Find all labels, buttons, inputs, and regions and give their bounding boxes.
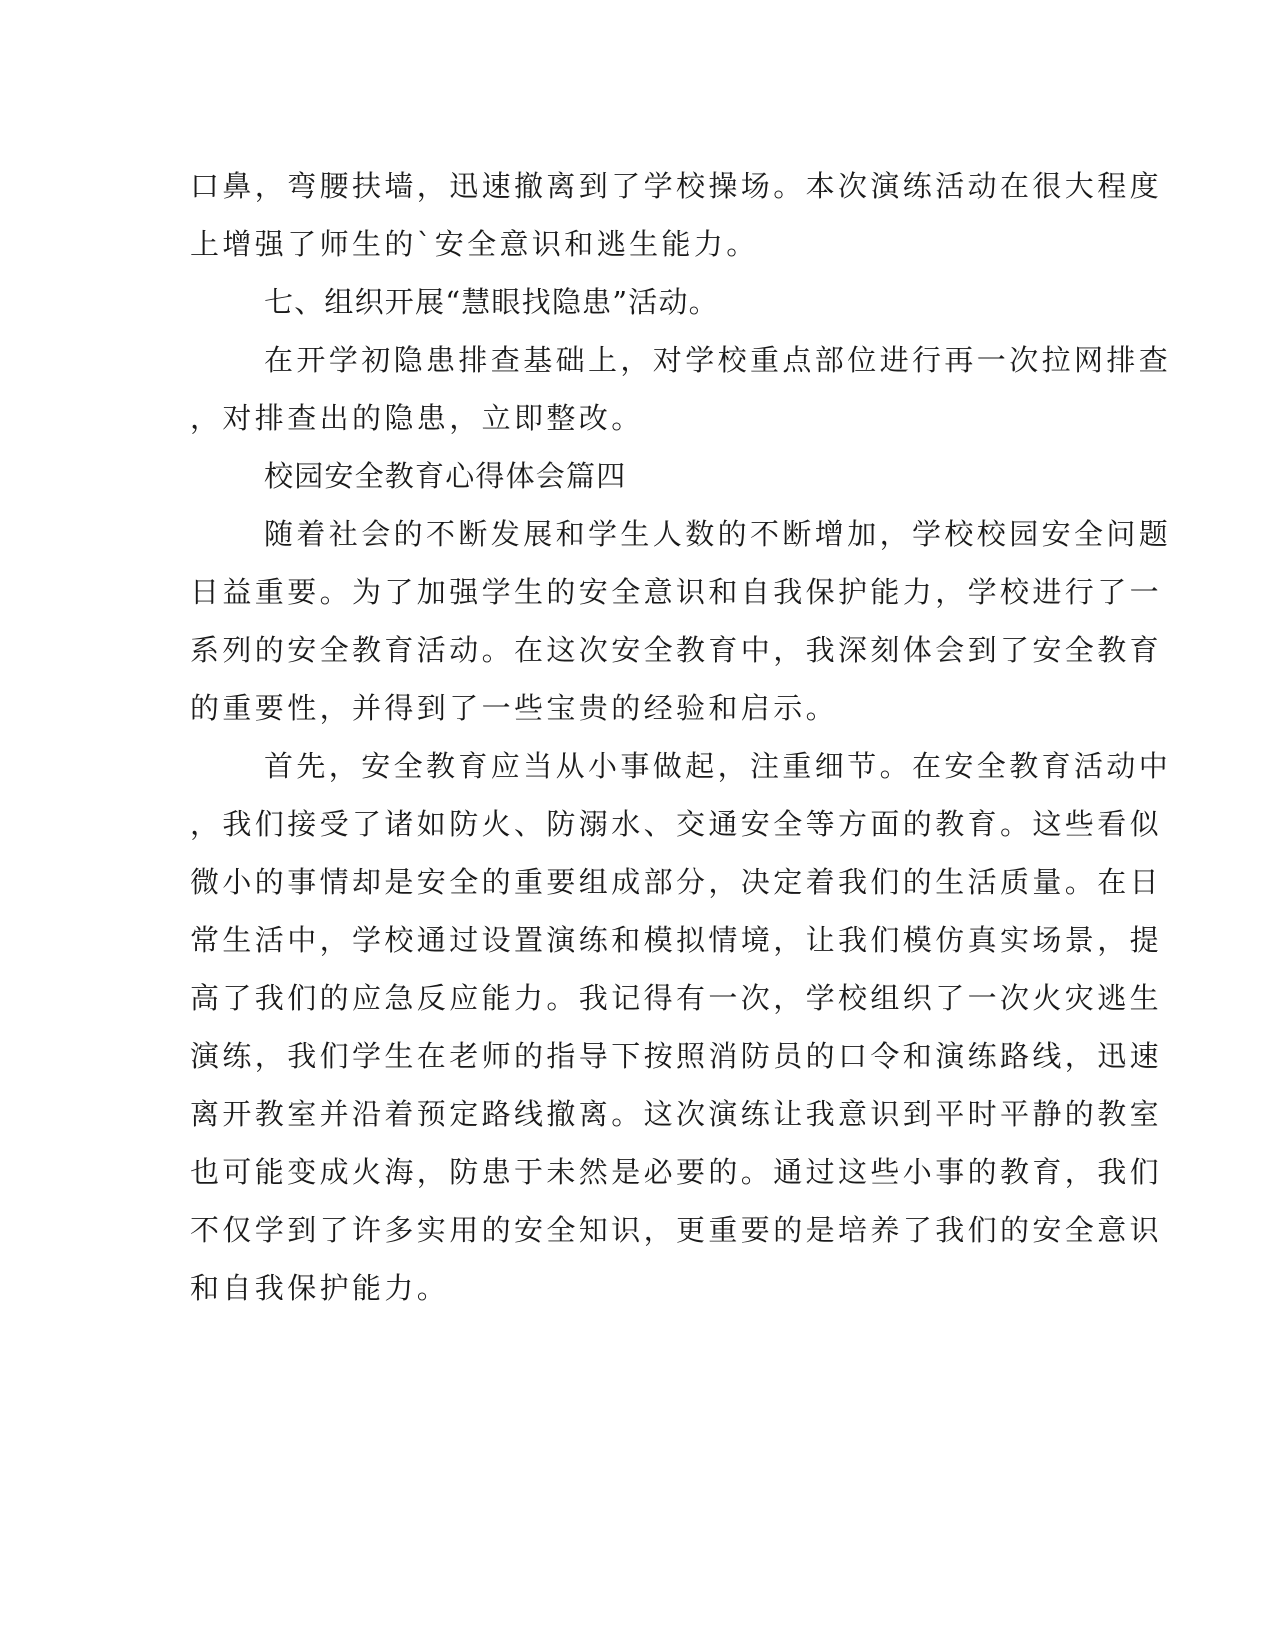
text-line: 常生活中，学校通过设置演练和模拟情境，让我们模仿真实场景，提: [190, 923, 1163, 957]
article-title: 校园安全教育心得体会篇四: [264, 459, 627, 493]
text-line: 不仅学到了许多实用的安全知识，更重要的是培养了我们的安全意识: [190, 1213, 1163, 1247]
text-line: 日益重要。为了加强学生的安全意识和自我保护能力，学校进行了一: [190, 575, 1163, 609]
text-line: 随着社会的不断发展和学生人数的不断增加，学校校园安全问题: [264, 517, 1172, 551]
text-line: 首先，安全教育应当从小事做起，注重细节。在安全教育活动中: [264, 749, 1172, 783]
text-line: 和自我保护能力。: [190, 1271, 450, 1305]
text-line: 演练，我们学生在老师的指导下按照消防员的口令和演练路线，迅速: [190, 1039, 1163, 1073]
text-line: 的重要性，并得到了一些宝贵的经验和启示。: [190, 691, 839, 725]
text-line: 高了我们的应急反应能力。我记得有一次，学校组织了一次火灾逃生: [190, 981, 1163, 1015]
text-line: 口鼻，弯腰扶墙，迅速撤离到了学校操场。本次演练活动在很大程度: [190, 169, 1163, 203]
text-line: 离开教室并沿着预定路线撤离。这次演练让我意识到平时平静的教室: [190, 1097, 1163, 1131]
text-line: 也可能变成火海，防患于未然是必要的。通过这些小事的教育，我们: [190, 1155, 1163, 1189]
text-line: 系列的安全教育活动。在这次安全教育中，我深刻体会到了安全教育: [190, 633, 1163, 667]
text-line: 上增强了师生的`安全意识和逃生能力。: [190, 227, 759, 261]
text-line: ，我们接受了诸如防火、防溺水、交通安全等方面的教育。这些看似: [190, 807, 1163, 841]
text-line: 在开学初隐患排查基础上，对学校重点部位进行再一次拉网排查: [264, 343, 1172, 377]
text-line: 微小的事情却是安全的重要组成部分，决定着我们的生活质量。在日: [190, 865, 1163, 899]
text-line: ，对排查出的隐患，立即整改。: [190, 401, 644, 435]
section-heading: 七、组织开展“慧眼找隐患”活动。: [264, 285, 719, 319]
